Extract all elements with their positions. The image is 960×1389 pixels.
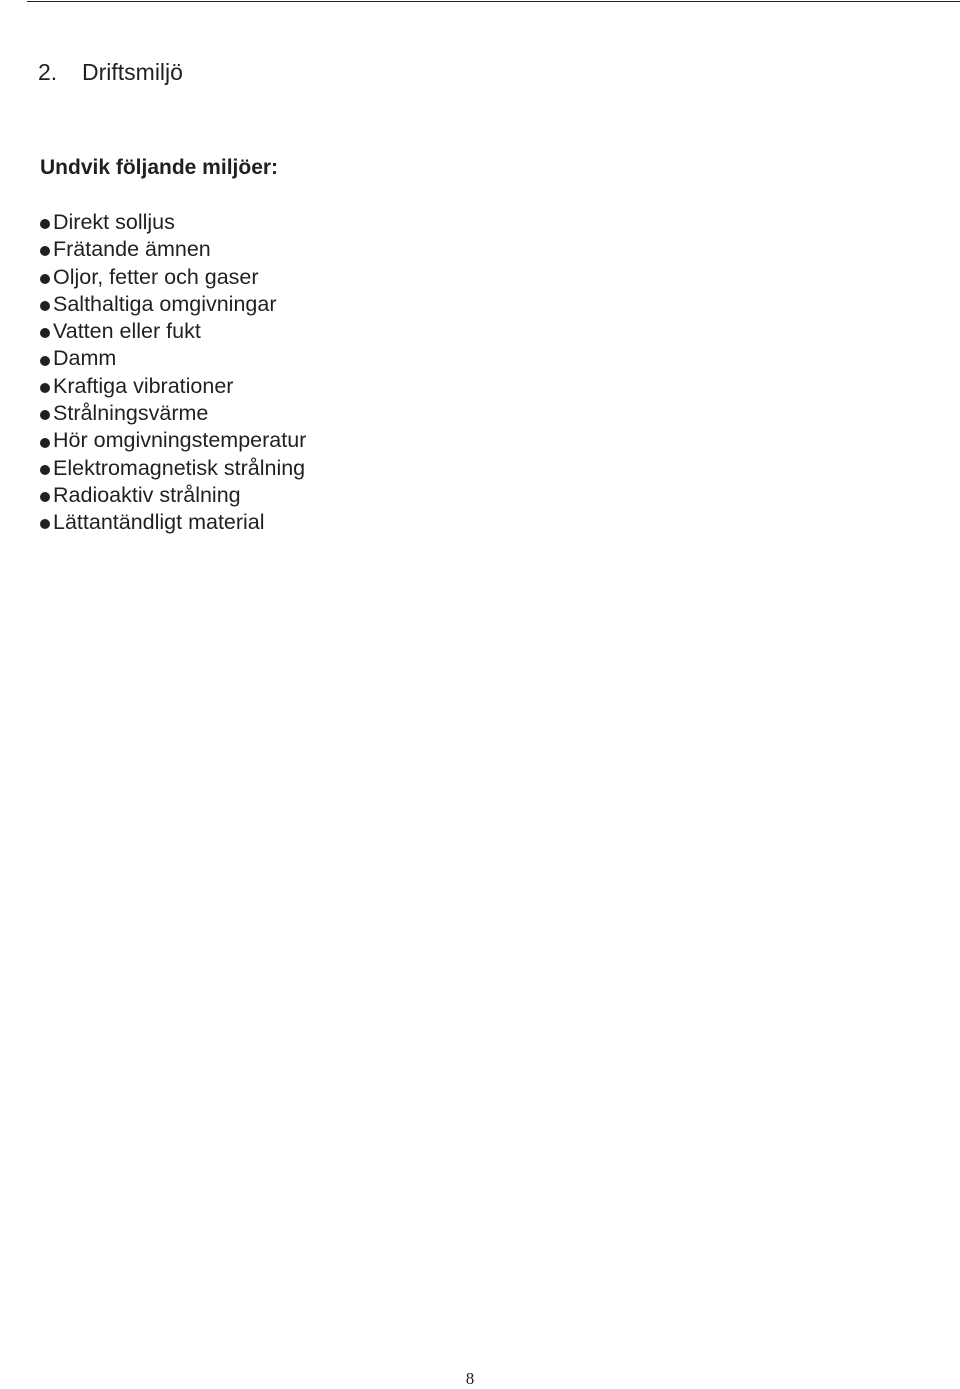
list-item [40, 509, 306, 536]
section-title: Driftsmiljö [82, 59, 183, 85]
list-item-text: Damm [53, 346, 117, 371]
top-rule [27, 1, 960, 2]
bullet-icon [40, 274, 50, 284]
list-item-text: Strålningsvärme [53, 401, 209, 426]
list-item [40, 373, 306, 400]
list-item-text: Hör omgivningstemperatur [53, 428, 307, 453]
list-item [40, 291, 306, 318]
bullet-icon [40, 301, 50, 311]
section-heading [38, 58, 183, 86]
list-item-text: Radioaktiv strålning [53, 482, 241, 507]
bullet-icon [40, 410, 50, 420]
avoid-environment-list [40, 209, 306, 537]
list-item [40, 318, 306, 345]
list-item [40, 264, 306, 291]
bullet-icon [40, 246, 50, 256]
list-item-text: Elektromagnetisk strålning [53, 455, 306, 480]
bullet-icon [40, 383, 50, 393]
list-item-text: Oljor, fetter och gaser [53, 264, 259, 289]
bullet-icon [40, 438, 50, 448]
list-item-text: Direkt solljus [53, 210, 175, 234]
list-item [40, 400, 306, 427]
list-item-text: Frätande ämnen [53, 237, 211, 262]
environment-warning-heading: Undvik följande miljöer: [40, 156, 279, 179]
bullet-icon [40, 328, 50, 338]
bullet-icon [40, 356, 50, 366]
bullet-icon [40, 492, 50, 502]
bullet-icon [40, 219, 50, 229]
list-item-text: Salthaltiga omgivningar [53, 291, 277, 316]
bullet-icon [40, 519, 50, 529]
list-item-text: Kraftiga vibrationer [53, 373, 234, 398]
list-item [40, 209, 306, 236]
bullet-icon [40, 465, 50, 475]
list-item-text: Lättantändligt material [53, 510, 265, 535]
list-item-text: Vatten eller fukt [53, 319, 201, 344]
list-item [40, 455, 306, 482]
list-item [40, 482, 306, 509]
list-item [40, 427, 306, 454]
list-item [40, 345, 306, 372]
section-number: 2. [38, 59, 58, 85]
page-number: 8 [465, 1369, 475, 1388]
list-item [40, 236, 306, 263]
